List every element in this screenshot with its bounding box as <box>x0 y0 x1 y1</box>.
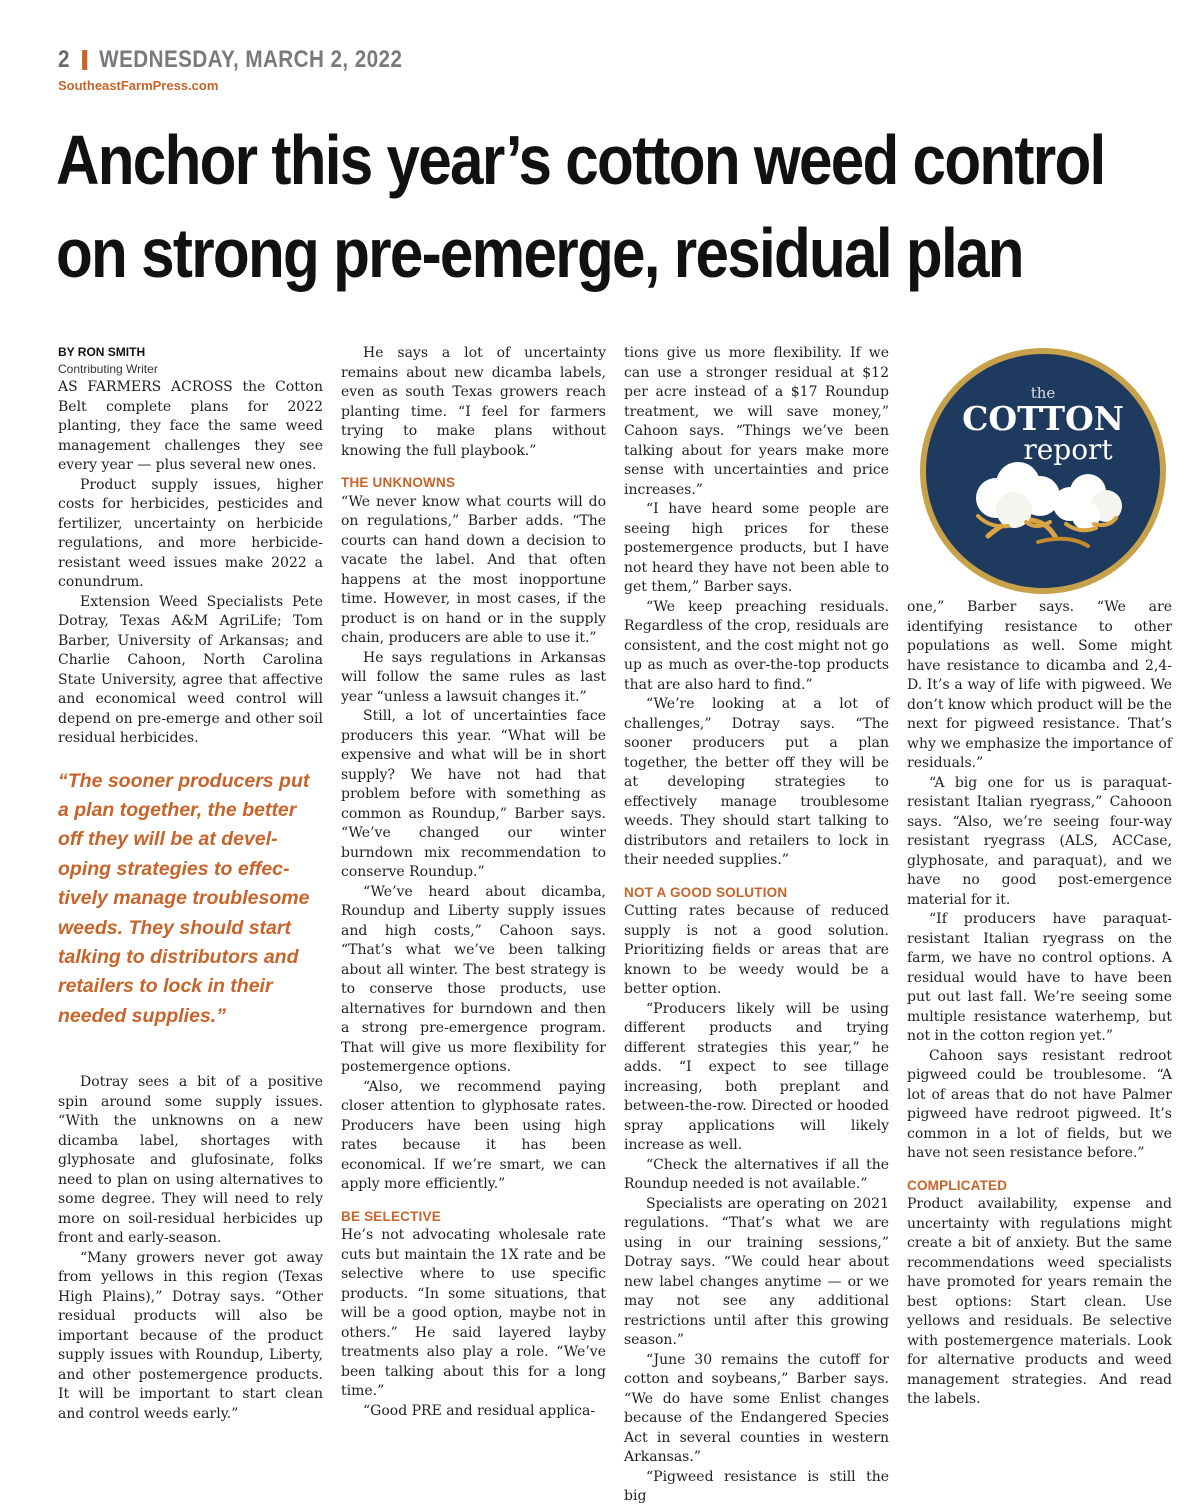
subhead-complicated: COMPLICATED <box>907 1177 1008 1193</box>
paragraph: “Pigweed resistance is still the big <box>624 1468 889 1504</box>
paragraph: Specialists are operating on 2021 regulations. “That’s what we are using in our training sessions,” Dotray says. “We could hear about new label changes anytime — or we may not see any additional restrictions until after this growing season.” <box>624 1195 889 1348</box>
article-column-2 <box>341 344 606 1421</box>
pull-quote-line: talking to distributors and <box>58 945 299 968</box>
paragraph: Still, a lot of uncertainties face producers this year. “What will be expensive and what will be in short supply? We have not had that problem before with something as common as Roundup,” Barber says. “We’ve changed our winter burndown mix recommendation to conserve Roundup.” <box>341 708 606 880</box>
article-column-4 <box>907 598 1172 1410</box>
pull-quote-line: “The sooner producers put <box>58 769 310 792</box>
logo-small-text: the <box>1030 384 1056 402</box>
headline <box>56 114 1105 300</box>
paragraph: “I have heard some people are seeing high prices for these postemergence products, but I have not heard they have not been able to get them,” Barber says. <box>624 501 889 595</box>
paragraph: Extension Weed Specialists Pete Dotray, Texas A&M AgriLife; Tom Barber, University of Arkansas; and Charlie Cahoon, North Carolina State University, agree that affective and economical weed control will depend on pre-emerge and other soil residual herbicides. <box>58 593 323 746</box>
logo-script-text: report <box>1023 433 1113 466</box>
paragraph: Product availability, expense and uncertainty with regulations might create a bit of anxiety. But the same recommendations weed specialists have promoted for years remain the best options: Start clean. Use yellows and residuals. Be selective with postemergence materials. Look for alternative products and weed management strategies. And read the labels. <box>907 1196 1172 1407</box>
pull-quote-line: weeds. They should start <box>58 916 291 939</box>
pull-quote-line: a plan together, the better <box>58 798 297 821</box>
site-url[interactable]: SoutheastFarmPress.com <box>58 78 219 93</box>
paragraph: Cahoon says resistant redroot pigweed could be troublesome. “A lot of areas that do not have Palmer pigweed have redroot pigweed. It’s common in a lot of fields, but we have not seen resistance before.” <box>907 1047 1172 1161</box>
paragraph: “If producers have paraquat-resistant Italian ryegrass on the farm, we have no control options. A residual would have to have been put out last fall. We’re seeing some multiple resistance waterhemp, but not in the cotton region yet.” <box>907 911 1172 1044</box>
byline-role: Contributing Writer <box>58 362 158 376</box>
pull-quote-line: tively manage troublesome <box>58 887 310 910</box>
paragraph: Cutting rates because of reduced supply is not a good solution. Prioritizing fields or areas that are known to be weedy would be a better option. <box>624 903 889 997</box>
article-column-3 <box>624 344 889 1507</box>
paragraph: Dotray sees a bit of a positive spin around some supply issues. “With the unknowns on a new dicamba label, shortages with glyphosate and glufosinate, folks need to plan on using alternatives to some degree. They will need to rely more on soil-residual herbicides up front and early-season. <box>58 1074 323 1247</box>
issue-date: WEDNESDAY, MARCH 2, 2022 <box>99 46 403 73</box>
paragraph: tions give us more flexibility. If we can use a stronger residual at $12 per acre instead of a $17 Roundup treatment, we will save money,” Cahoon says. “Things we’ve been talking about for years make more sense with uncertainties and price increases.” <box>624 345 889 498</box>
subhead-not-a-good-solution: NOT A GOOD SOLUTION <box>624 884 788 900</box>
cotton-report-logo <box>918 346 1168 596</box>
paragraph: “Good PRE and residual applica- <box>363 1402 596 1419</box>
paragraph: “A big one for us is paraquat-resistant Italian ryegrass,” Cahooon says. “Also, we’re seeing four-way resistant ryegrass (ALS, ACCase, glyphosate, and paraquat), and we have no good post-emergence material for it. <box>907 774 1172 908</box>
paragraph: He’s not advocating wholesale rate cuts but maintain the 1X rate and be selective where to use specific products. “In some situations, that will be a good option, maybe not in others.” He said layered layby treatments also play a role. “We’ve been talking about this for a long time.” <box>341 1227 606 1399</box>
pull-quote-line: oping strategies to effec- <box>58 857 290 880</box>
logo-title-text: COTTON <box>962 399 1124 438</box>
page-number: 2 <box>58 46 70 73</box>
paragraph: “Also, we recommend paying closer attention to glyphosate rates. Producers have been using high rates because it has been economical. If we’re smart, we can apply more efficiently.” <box>341 1078 606 1192</box>
paragraph: “We’re looking at a lot of challenges,” Dotray says. “The sooner producers put a plan together, the better off they will be at developing strategies to effectively manage troublesome weeds. They should start talking to distributors and retailers to lock in their needed supplies.” <box>624 696 889 868</box>
paragraph: “We’ve heard about dicamba, Roundup and Liberty supply issues and high costs,” Cahoon says. “That’s what we’ve been talking about all winter. The best strategy is to conserve those products, use alternatives for burndown and then a strong pre-emergence program. That will give us more flexibility for postemergence options. <box>341 883 606 1075</box>
subhead-be-selective: BE SELECTIVE <box>341 1208 441 1224</box>
paragraph: “Check the alternatives if all the Roundup needed is not available.” <box>624 1156 889 1192</box>
pull-quote-line: off they will be at devel- <box>58 828 278 851</box>
subhead-the-unknowns: THE UNKNOWNS <box>341 475 456 490</box>
paragraph: Product supply issues, higher costs for herbicides, pesticides and fertilizer, uncertainty on herbicide regulations, and more herbicide-resistant weed issues make 2022 a conundrum. <box>58 476 323 590</box>
pull-quote <box>58 767 323 1032</box>
paragraph: AS FARMERS ACROSS the Cotton Belt complete plans for 2022 planting, they face the same weed management challenges they see every year — plus several new ones. <box>58 379 323 473</box>
pull-quote-line: retailers to lock in their <box>58 975 273 998</box>
masthead <box>58 46 458 93</box>
paragraph: “We keep preaching residuals. Regardless of the crop, residuals are consistent, and the cost might not go up as much as over-the-top products that are also hard to find.” <box>624 598 889 693</box>
paragraph: “June 30 remains the cutoff for cotton and soybeans,” Barber says. “We do have some Enlist changes because of the Endangered Species Act in several counties in western Arkansas.” <box>624 1351 889 1465</box>
paragraph: He says regulations in Arkansas will follow the same rules as last year “unless a lawsuit changes it.” <box>341 649 606 705</box>
paragraph: “Producers likely will be using different products and trying different strategies this year,” he adds. “I expect to see tillage increasing, both preplant and between-the-row. Directed or hooded spray applications will likely increase as well. <box>624 1000 889 1153</box>
folio <box>58 46 402 74</box>
byline-author: BY RON SMITH <box>58 345 146 359</box>
folio-separator <box>82 50 87 70</box>
paragraph: “We never know what courts will do on regulations,” Barber adds. “The courts can hand down a decision to vacate the label. And that often happens at the most inopportune time. However, in most cases, if the product is on hand or in the supply chain, producers are able to use it.” <box>341 493 606 646</box>
pull-quote-line: needed supplies.” <box>58 1004 226 1027</box>
paragraph: one,” Barber says. “We are identifying resistance to other populations as well. Some might have resistance to dicamba and 2,4-D. It’s a way of life with pigweed. We don’t know which product will be the next for pigweed resistance. That’s why we emphasize the importance of residuals.” <box>907 599 1172 771</box>
headline-line-2: on strong pre-emerge, residual plan <box>56 214 1023 292</box>
paragraph: He says a lot of uncertainty remains about new dicamba labels, even as south Texas growers reach planting time. “I feel for farmers trying to make plans without knowing the full playbook.” <box>341 345 606 459</box>
article-column-1 <box>58 344 323 1424</box>
headline-line-1: Anchor this year’s cotton weed control <box>56 121 1105 199</box>
paragraph: “Many growers never got away from yellows in this region (Texas High Plains),” Dotray says. “Other residual products will also be important because of the product supply issues with Roundup, Liberty, and other postemergence products. It will be important to start clean and control weeds early.” <box>58 1249 323 1422</box>
